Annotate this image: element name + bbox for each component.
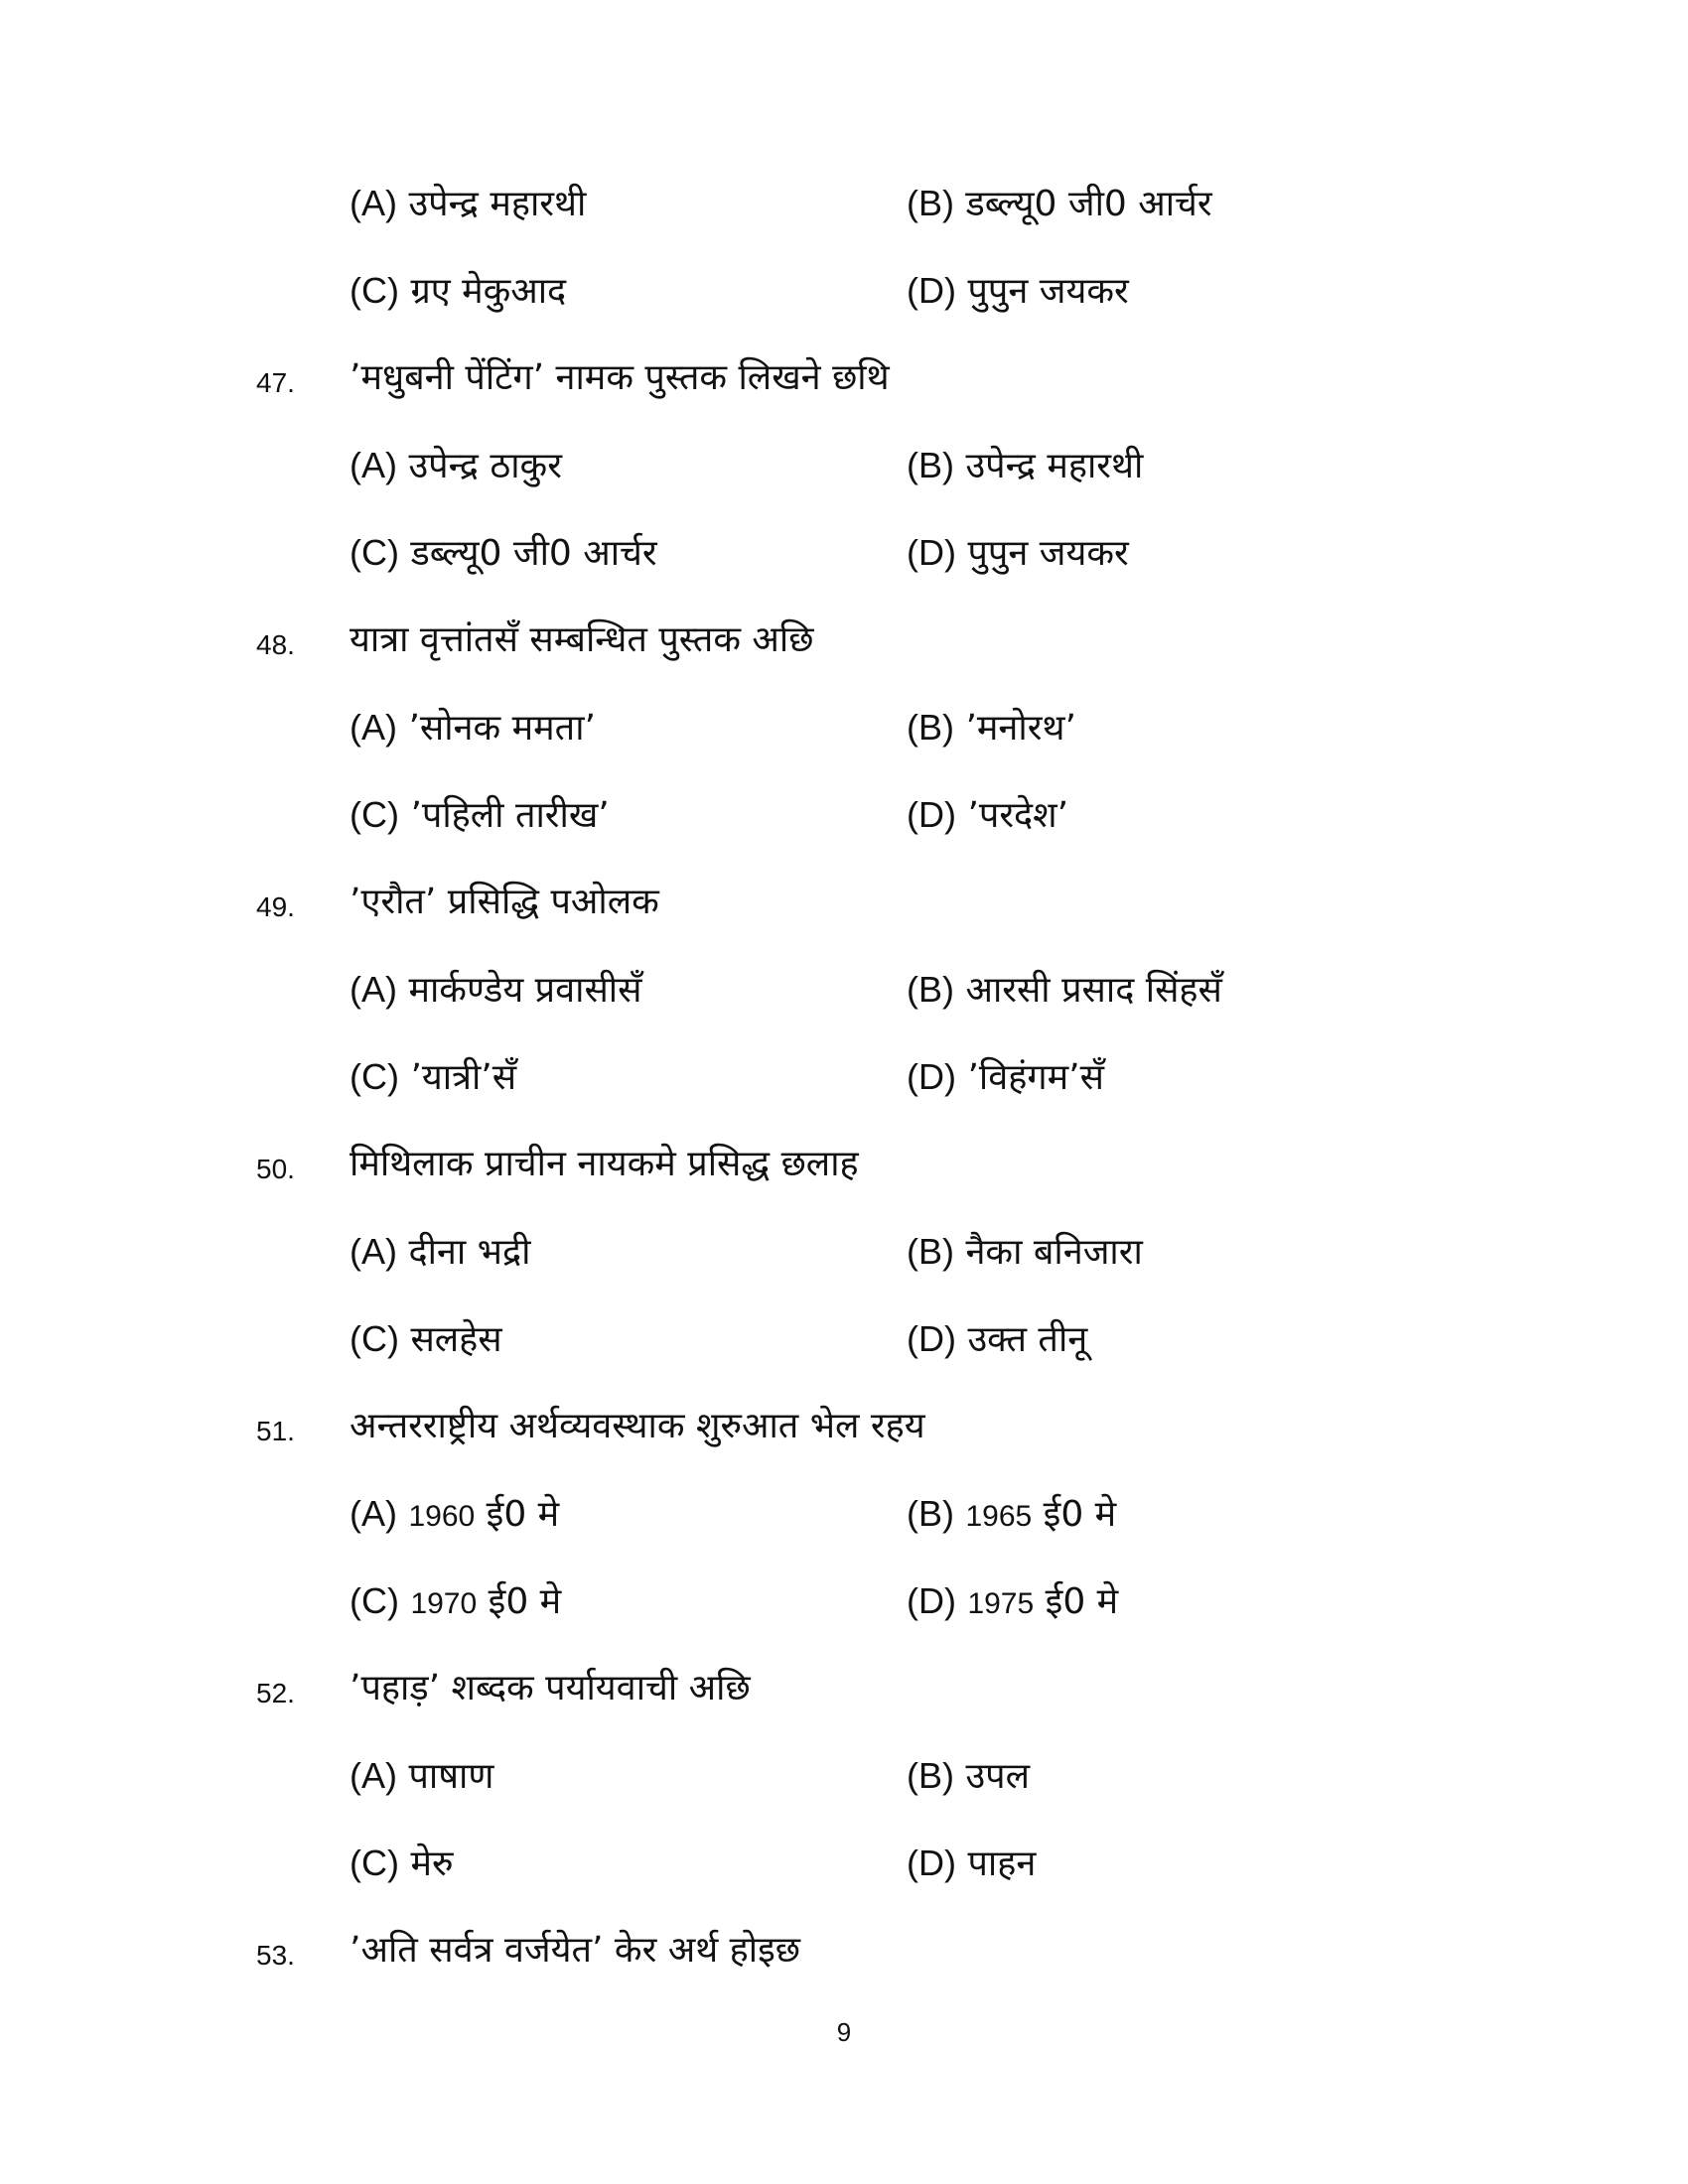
option-text: पुपुन जयकर	[967, 533, 1129, 574]
option-label: (A)	[350, 445, 397, 485]
option-year: 1975	[967, 1587, 1035, 1620]
option-d	[907, 790, 1068, 841]
option-text: ई0 मे	[486, 1494, 560, 1535]
option-c	[350, 528, 657, 579]
question-text: मिथिलाक प्राचीन नायकमे प्रसिद्ध छलाह	[350, 1144, 859, 1184]
question-number: 49.	[256, 891, 295, 922]
option-label: (A)	[350, 1231, 397, 1272]
option-text: उपल	[965, 1756, 1031, 1797]
option-b	[907, 965, 1222, 1016]
question-text: ’अति सर्वत्र वर्जयेत’ केर अर्थ होइछ	[350, 1930, 801, 1971]
option-label: (D)	[907, 1056, 956, 1097]
option-label: (C)	[350, 1843, 399, 1883]
page-number: 9	[836, 2017, 852, 2047]
option-a	[350, 441, 562, 491]
option-label: (C)	[350, 270, 399, 311]
option-c	[350, 1839, 454, 1889]
question-50	[0, 1140, 1688, 1199]
q49-options-row-2	[0, 1052, 1688, 1112]
option-b	[907, 1489, 1116, 1542]
option-a	[350, 965, 641, 1016]
option-text: दीना भद्री	[408, 1232, 531, 1273]
q51-options-row-2	[0, 1576, 1688, 1636]
option-text: ’पहिली तारीख’	[410, 795, 610, 836]
option-text: ग्रए मेकुआद	[410, 271, 567, 312]
option-b	[907, 703, 1076, 753]
option-label: (C)	[350, 794, 399, 835]
q51-options-row-1	[0, 1489, 1688, 1549]
option-label: (A)	[350, 1493, 397, 1534]
option-year: 1960	[408, 1500, 476, 1533]
option-text: उपेन्द्र ठाकुर	[408, 446, 562, 486]
option-label: (A)	[350, 707, 397, 748]
option-b	[907, 1751, 1030, 1802]
option-label: (C)	[350, 1580, 399, 1621]
option-label: (D)	[907, 1318, 956, 1359]
option-label: (B)	[907, 1231, 954, 1272]
option-label: (D)	[907, 794, 956, 835]
q48-options-row-1	[0, 703, 1688, 762]
option-text: आरसी प्रसाद सिंहसँ	[965, 970, 1222, 1011]
option-label: (D)	[907, 532, 956, 573]
option-c	[350, 266, 566, 317]
question-text: यात्रा वृत्तांतसँ सम्बन्धित पुस्तक अछि	[350, 619, 814, 660]
option-text: ’विहंगम’सँ	[967, 1057, 1104, 1098]
option-year: 1970	[410, 1587, 478, 1620]
option-text: ’यात्री’सँ	[410, 1057, 517, 1098]
option-text: पुपुन जयकर	[967, 271, 1129, 312]
q50-options-row-2	[0, 1314, 1688, 1374]
option-text: ’परदेश’	[967, 795, 1069, 836]
option-label: (A)	[350, 183, 397, 223]
question-number: 53.	[256, 1940, 295, 1971]
option-a	[350, 179, 586, 229]
option-label: (D)	[907, 1580, 956, 1621]
option-b	[907, 441, 1143, 491]
question-number: 50.	[256, 1154, 295, 1184]
option-text: ’मनोरथ’	[965, 708, 1076, 749]
option-c	[350, 1052, 516, 1103]
option-d	[907, 266, 1129, 317]
option-a	[350, 1489, 559, 1542]
question-text: ’मधुबनी पेंटिंग’ नामक पुस्तक लिखने छथि	[350, 357, 890, 398]
option-label: (B)	[907, 183, 954, 223]
question-49	[0, 878, 1688, 937]
question-47	[0, 353, 1688, 413]
option-d	[907, 1052, 1104, 1103]
option-c	[350, 1576, 561, 1629]
option-b	[907, 179, 1212, 229]
option-text: मार्कण्डेय प्रवासीसँ	[408, 970, 642, 1011]
question-51	[0, 1402, 1688, 1461]
option-b	[907, 1227, 1143, 1278]
option-a	[350, 1227, 530, 1278]
option-text: उपेन्द्र महारथी	[965, 446, 1144, 486]
option-label: (C)	[350, 1056, 399, 1097]
option-label: (C)	[350, 1318, 399, 1359]
option-text: ई0 मे	[488, 1581, 562, 1622]
q52-options-row-2	[0, 1839, 1688, 1898]
q47-options-row-1	[0, 441, 1688, 500]
option-label: (B)	[907, 707, 954, 748]
option-text: नैका बनिजारा	[965, 1232, 1143, 1273]
option-label: (B)	[907, 445, 954, 485]
option-year: 1965	[965, 1500, 1033, 1533]
option-text: उक्त तीनू	[967, 1319, 1088, 1360]
option-label: (B)	[907, 1755, 954, 1796]
q52-options-row-1	[0, 1751, 1688, 1811]
question-number: 51.	[256, 1416, 295, 1446]
option-d	[907, 1576, 1118, 1629]
option-label: (B)	[907, 969, 954, 1010]
question-text: ’एरौत’ प्रसिद्धि पओलक	[350, 882, 659, 922]
option-label: (B)	[907, 1493, 954, 1534]
option-label: (C)	[350, 532, 399, 573]
q50-options-row-1	[0, 1227, 1688, 1287]
question-text: अन्तरराष्ट्रीय अर्थव्यवस्थाक शुरुआत भेल रहय	[350, 1406, 925, 1446]
option-label: (A)	[350, 969, 397, 1010]
question-number: 52.	[256, 1678, 295, 1708]
option-text: उपेन्द्र महारथी	[408, 184, 587, 224]
option-c	[350, 790, 610, 841]
q49-options-row-1	[0, 965, 1688, 1024]
option-text: सलहेस	[410, 1319, 502, 1360]
option-label: (D)	[907, 1843, 956, 1883]
option-text: ’सोनक ममता’	[408, 708, 596, 749]
question-53	[0, 1926, 1688, 1985]
question-text: ’पहाड़’ शब्दक पर्यायवाची अछि	[350, 1668, 751, 1708]
option-text: डब्ल्यू0 जी0 आर्चर	[410, 533, 657, 574]
option-d	[907, 1314, 1087, 1365]
option-text: पाहन	[967, 1843, 1037, 1884]
option-text: पाषाण	[408, 1756, 494, 1797]
question-48	[0, 615, 1688, 675]
option-a	[350, 1751, 493, 1802]
option-c	[350, 1314, 502, 1365]
option-label: (D)	[907, 270, 956, 311]
option-d	[907, 1839, 1036, 1889]
q47-options-row-2	[0, 528, 1688, 588]
option-text: मेरु	[410, 1843, 454, 1884]
q46-options-row-2	[0, 266, 1688, 326]
q48-options-row-2	[0, 790, 1688, 850]
option-text: डब्ल्यू0 जी0 आर्चर	[965, 184, 1212, 224]
q46-options-row-1	[0, 179, 1688, 238]
question-52	[0, 1664, 1688, 1723]
question-number: 47.	[256, 367, 295, 398]
option-label: (A)	[350, 1755, 397, 1796]
question-number: 48.	[256, 629, 295, 660]
option-text: ई0 मे	[1043, 1494, 1117, 1535]
option-a	[350, 703, 596, 753]
option-text: ई0 मे	[1045, 1581, 1119, 1622]
option-d	[907, 528, 1129, 579]
